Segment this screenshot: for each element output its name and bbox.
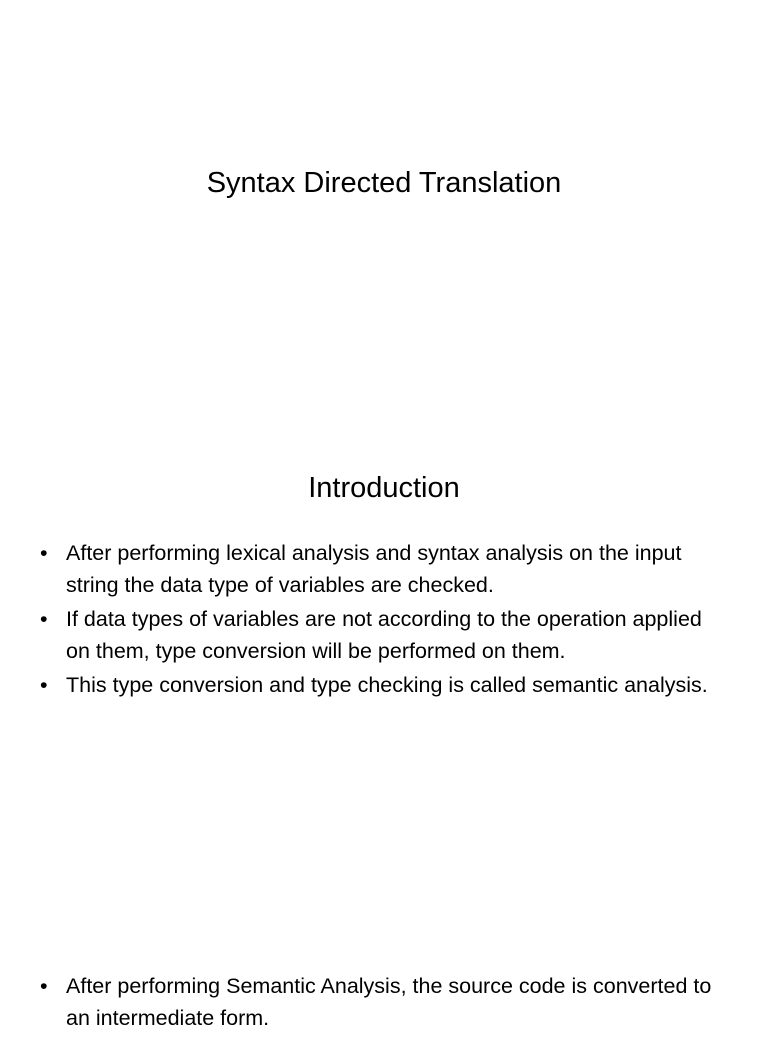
bullet-icon: • — [40, 607, 48, 631]
bullet-text: If data types of variables are not according to the operation applied on them, type conversion will be performed on them. — [66, 607, 702, 663]
bullet-icon: • — [40, 673, 48, 697]
section-heading: Introduction — [308, 472, 460, 504]
bullet-text: After performing Semantic Analysis, the source code is converted to an intermediate form. — [66, 974, 712, 1030]
slide-title: Syntax Directed Translation — [206, 167, 562, 199]
list-item — [40, 971, 720, 1034]
bullet-list — [40, 971, 720, 1037]
bullet-text: After performing lexical analysis and syntax analysis on the input string the data type of variables are checked. — [66, 541, 682, 597]
bullet-text: This type conversion and type checking is called semantic analysis. — [66, 673, 708, 697]
bullet-icon: • — [40, 974, 48, 998]
bullet-icon: • — [40, 541, 48, 565]
